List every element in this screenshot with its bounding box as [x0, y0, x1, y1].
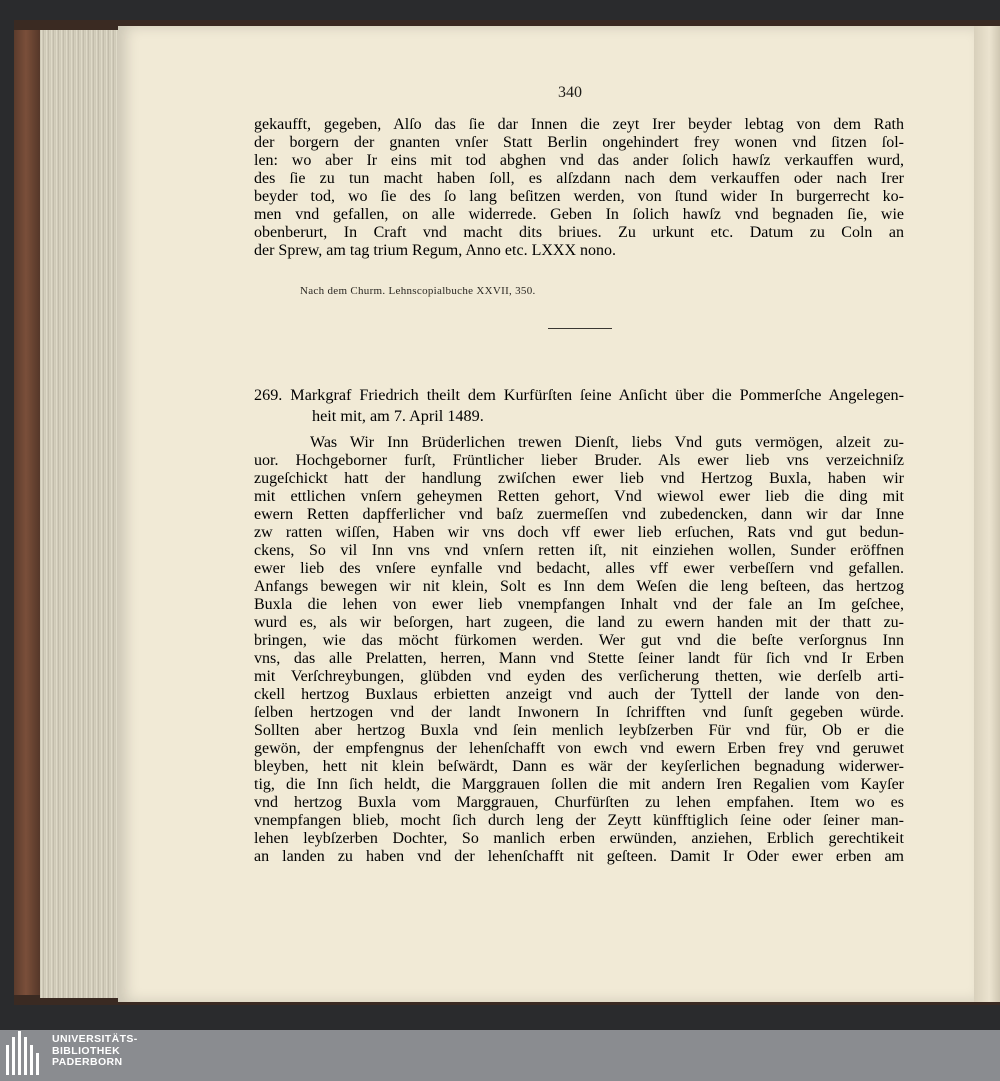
document-heading	[254, 385, 904, 427]
paragraph	[254, 434, 904, 866]
text-line: vns, das alle Prelatten, herren, Mann vnd Stette ſeiner landt für ſich vnd Ir Erben	[254, 650, 904, 667]
text-line: len: wo aber Ir eins mit tod abghen vnd das ander ſolich hawſz verkauffen wurd,	[254, 152, 904, 169]
text-line: Was Wir Inn Brüderlichen trewen Dienſt, liebs Vnd guts vermögen, alzeit zu-	[310, 434, 904, 451]
text-line: ewern Retten dapfferlicher vnd baſz zuermeſſen vnd zubedencken, dann wir dar Inne	[254, 506, 904, 523]
text-line: der Sprew, am tag trium Regum, Anno etc. LXXX nono.	[254, 242, 617, 259]
heading-line: heit mit, am 7. April 1489.	[312, 407, 484, 425]
text-line: beyder tod, wo ſie des ſo lang beſitzen werden, von ſtund wider In burgerrecht ko-	[254, 188, 904, 205]
page-stack-edges	[40, 30, 122, 998]
text-line: ckens, So vil Inn vns vnd vnſern retten iſt, nit einziehen wollen, Sunder eröffnen	[254, 542, 904, 559]
text-line: gewön, der empfengnus der lehenſchafft von ewch vnd ewern Erben frey vnd geruwet	[254, 740, 904, 757]
library-logo-icon	[2, 1030, 46, 1081]
text-line: lehen leybſzerben Dochter, So manlich erben erwünden, anziehen, Erblich gerechtikeit	[254, 830, 904, 847]
text-block-top	[254, 116, 904, 260]
text-line: ckell hertzog Buxlaus erbietten anzeigt vnd auch der Tyttell der lande von den-	[254, 686, 904, 703]
text-line: ſelben hertzogen vnd der landt Inwonern In ſchrifften vnd ſunſt gegeben würde.	[254, 704, 904, 721]
text-line: mit Verſchreybungen, glübden vnd eyden des verſicherung thetten, wie derſelb arti-	[254, 668, 904, 685]
document-number: 269.	[254, 386, 283, 404]
text-line: bleyben, hett nit klein beſwärdt, Dann es wär der keyſerlichen begnadung widerwer-	[254, 758, 904, 775]
text-line: gekaufft, gegeben, Alſo das ſie dar Innen die zeyt Irer beyder lebtag von dem Rath	[254, 116, 904, 133]
library-name-line: BIBLIOTHEK	[52, 1044, 121, 1057]
library-name-line: PADERBORN	[52, 1056, 123, 1068]
text-line: zugeſchickt hatt der handlung zwiſchen ewer lieb vnd Hertzog Buxla, haben wir	[254, 470, 904, 487]
text-line: der borgern der gnanten vnſer Statt Berlin ongehindert frey wonen vnd ſitzen ſol-	[254, 134, 904, 151]
text-line: Sollten aber hertzog Buxla vnd ſein menlich leybſzerben Für vnd für, Ob er die	[254, 722, 904, 739]
library-name-line: UNIVERSITÄTS-	[52, 1033, 138, 1045]
text-line: tig, die Inn ſich heldt, die Marggrauen ſollen die mit andern Iren Regalien vom Kayſer	[254, 776, 904, 793]
heading-text: Markgraf Friedrich theilt dem Kurfürſten ſeine Anſicht über die Pommerſche Angelegen-	[290, 386, 904, 404]
text-line: Buxla die lehen von ewer lieb vnempfangen Inhalt vnd der fale an Im geſchee,	[254, 596, 904, 613]
library-footer-bar	[0, 1030, 1000, 1081]
facing-page-edge	[974, 26, 1000, 1002]
section-divider	[548, 328, 612, 329]
text-line: vnd hertzog Buxla vom Marggrauen, Churfürſten zu lehen empfahen. Item wo es	[254, 794, 904, 811]
text-line: an landen zu haben vnd der lehenſchafft nit geſteen. Damit Ir Oder ewer erben am	[254, 848, 904, 865]
library-name	[52, 1034, 138, 1069]
source-citation: Nach dem Churm. Lehnscopialbuche XXVII, 350.	[300, 285, 536, 297]
text-line: bringen, wie das möcht fürkomen werden. Wer gut vnd die beſte verſorgnus Inn	[254, 632, 904, 649]
text-line: ewer lieb des vnſere eynfalle vnd bedacht, alles vff ewer verbeſſern vnd gefallen.	[254, 560, 904, 577]
page-number: 340	[558, 84, 582, 101]
heading-line	[254, 385, 904, 406]
text-line: zw ratten wiſſen, Haben wir vns doch vff ewer lieb erſuchen, Rats vnd gut bedun-	[254, 524, 904, 541]
text-line: des ſie zu tun macht haben ſoll, es alſzdann nach dem verkauffen oder nach Irer	[254, 170, 904, 187]
text-line: mit ettlichen vnſern geheymen Retten gehort, Vnd wiewol ewer lieb die ding mit	[254, 488, 904, 505]
text-line: Anfangs bewegen wir nit klein, Solt es Inn dem Weſen die leng beſteen, das hertzog	[254, 578, 904, 595]
text-line: uor. Hochgeborner furſt, Früntlicher lieber Bruder. Als ewer lieb vns verzeichniſz	[254, 452, 904, 469]
paragraph	[254, 116, 904, 260]
text-line: men vnd gefallen, on alle widerrede. Geben In ſolich hawſz vnd begnaden ſie, wie	[254, 206, 904, 223]
text-line: wurd es, als wir beſorgen, hart zugeen, die land zu ewern handen mit der thatt zu-	[254, 614, 904, 631]
text-block-main	[254, 434, 904, 866]
text-line: obenberurt, In Craft vnd macht dits briues. Zu urkunt etc. Datum zu Coln an	[254, 224, 904, 241]
text-line: vnempfangen blieb, mocht ſich durch leng der Zeytt künfftiglich ſeine oder ſeiner man-	[254, 812, 904, 829]
